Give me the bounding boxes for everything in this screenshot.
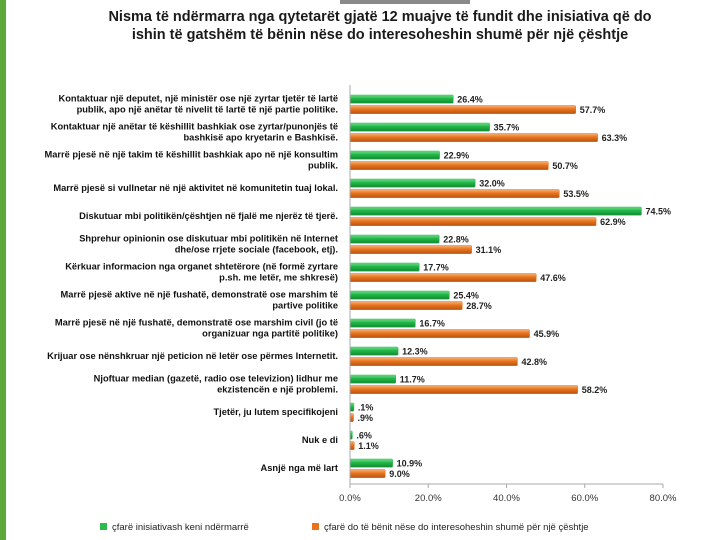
legend-swatch-1 [100, 523, 107, 530]
value-label-series-2-1: 57.7% [579, 105, 606, 115]
chart-title-line-2: ishin të gatshëm të bënin nëse do interesoheshin shumë për një çështje [131, 27, 629, 43]
value-label-series-2-6: 31.1% [475, 245, 502, 255]
category-label-12-line-1: Tjetër, ju lutem specifikojeni [213, 407, 338, 417]
value-label-series-1-14: 10.9% [396, 458, 423, 469]
bar-series-1-9 [350, 319, 415, 327]
bar-series-2-10 [350, 358, 517, 366]
bar-series-2-9 [350, 330, 530, 338]
value-label-series-2-3: 50.7% [552, 161, 578, 171]
value-label-series-2-9: 45.9% [533, 329, 560, 339]
bar-series-1-14 [350, 459, 393, 467]
value-label-series-2-5: 62.9% [600, 217, 626, 227]
category-label-11-line-1: Njoftuar median (gazetë, radio ose televizion) lidhur me [93, 373, 338, 384]
bar-series-2-11 [350, 386, 578, 394]
value-label-series-1-12: .1% [357, 402, 374, 413]
value-label-series-2-2: 63.3% [601, 133, 628, 143]
value-label-series-2-14: 9.0% [389, 469, 410, 479]
value-label-series-1-8: 25.4% [453, 290, 479, 301]
bar-series-1-10 [350, 347, 398, 355]
bar-series-2-2 [350, 134, 598, 142]
value-label-series-1-11: 11.7% [399, 374, 425, 385]
category-label-7-line-1: Kërkuar informacion nga organet shtetërore (në formë zyrtare [65, 261, 338, 272]
value-label-series-1-13: .6% [356, 430, 372, 441]
x-tick-label-1: 0.0% [339, 493, 361, 504]
bar-series-1-2 [350, 123, 490, 131]
category-label-14-line-1: Asnjë nga më lart [260, 463, 338, 473]
category-label-3-line-2: publik. [308, 160, 338, 171]
category-label-8-line-1: Marrë pjesë aktive në një fushatë, demonstratë ose marshim të [60, 289, 338, 300]
value-label-series-2-10: 42.8% [521, 357, 547, 367]
value-label-series-1-7: 17.7% [423, 262, 449, 273]
bar-series-1-11 [350, 375, 396, 383]
category-label-9-line-2: organizuar nga partitë politike) [202, 328, 338, 339]
bar-series-1-4 [350, 179, 475, 187]
value-label-series-1-4: 32.0% [479, 178, 505, 189]
category-label-1-line-1: Kontaktuar një deputet, një ministër ose një zyrtar tjetër të lartë [58, 93, 338, 104]
bar-series-1-6 [350, 235, 439, 243]
category-label-2-line-2: bashkisë apo kryetarin e Bashkisë. [183, 132, 338, 143]
category-label-2-line-1: Kontaktuar një anëtar të këshillit bashkiak ose zyrtar/punonjës të [50, 121, 338, 132]
category-label-1-line-2: publik, apo një anëtar të nivelit të lartë të një partie politike. [76, 104, 338, 115]
chart-title-line-1: Nisma të ndërmarra nga qytetarët gjatë 12 muajve të fundit dhe inisiativa që do [108, 9, 652, 25]
value-label-series-1-1: 26.4% [457, 94, 483, 105]
value-label-series-2-7: 47.6% [540, 273, 566, 283]
bar-series-1-8 [350, 291, 449, 299]
value-label-series-2-12: .9% [357, 413, 374, 423]
x-tick-label-2: 20.0% [414, 493, 442, 504]
bar-series-2-1 [350, 106, 576, 114]
x-tick-label-5: 80.0% [649, 493, 677, 504]
category-label-13-line-1: Nuk e di [301, 435, 338, 445]
category-label-5-line-1: Diskutuar mbi politikën/çështjen në fjalë me njerëz të tjerë. [79, 211, 338, 221]
bar-series-2-7 [350, 274, 536, 282]
value-label-series-2-11: 58.2% [581, 385, 608, 395]
legend-label-1: çfarë inisiativash keni ndërmarrë [112, 522, 249, 533]
bar-series-1-3 [350, 151, 440, 159]
category-label-4-line-1: Marrë pjesë si vullnetar në një aktivitet në komunitetin tuaj lokal. [53, 183, 338, 193]
value-label-series-1-6: 22.8% [443, 234, 469, 245]
category-label-9-line-1: Marrë pjesë në një fushatë, demonstratë ose marshim civil (jo të [54, 317, 338, 328]
bar-series-1-12 [350, 403, 354, 411]
legend-swatch-2 [312, 523, 319, 530]
bar-series-2-4 [350, 190, 559, 198]
bar-series-1-1 [350, 95, 453, 103]
bar-series-2-8 [350, 302, 462, 310]
legend-label-2: çfarë do të bënit nëse do interesoheshin shumë për një çështje [324, 522, 589, 533]
category-label-3-line-1: Marrë pjesë në një takim të këshillit bashkiak apo në një konsultim [44, 149, 338, 160]
bar-series-2-13 [350, 442, 354, 450]
bar-series-2-5 [350, 218, 596, 226]
value-label-series-1-5: 74.5% [645, 206, 672, 217]
category-label-10-line-1: Krijuar ose nënshkruar një peticion në letër ose përmes Internetit. [47, 351, 338, 361]
category-label-6-line-1: Shprehur opinionin ose diskutuar mbi politikën në Internet [79, 233, 338, 244]
value-label-series-2-4: 53.5% [563, 189, 589, 199]
category-label-6-line-2: dhe/ose rrjete sociale (facebook, etj). [174, 244, 338, 255]
value-label-series-2-8: 28.7% [466, 301, 492, 311]
bar-series-1-7 [350, 263, 419, 271]
value-label-series-1-9: 16.7% [419, 318, 445, 329]
value-label-series-1-10: 12.3% [402, 346, 428, 357]
category-label-11-line-2: ekzistencën e një problemi. [217, 384, 338, 395]
category-label-7-line-2: p.sh. me letër, me shkresë) [219, 272, 338, 283]
value-label-series-1-3: 22.9% [443, 150, 470, 161]
value-label-series-2-13: 1.1% [358, 441, 379, 451]
x-tick-label-3: 40.0% [493, 493, 520, 504]
x-tick-label-4: 60.0% [571, 493, 599, 504]
bar-series-2-6 [350, 246, 472, 254]
bar-series-2-3 [350, 162, 548, 170]
category-label-8-line-2: partive politike [272, 300, 338, 311]
bar-series-2-14 [350, 470, 385, 478]
value-label-series-1-2: 35.7% [493, 122, 520, 133]
bar-series-2-12 [350, 414, 354, 422]
bar-series-1-5 [350, 207, 641, 215]
